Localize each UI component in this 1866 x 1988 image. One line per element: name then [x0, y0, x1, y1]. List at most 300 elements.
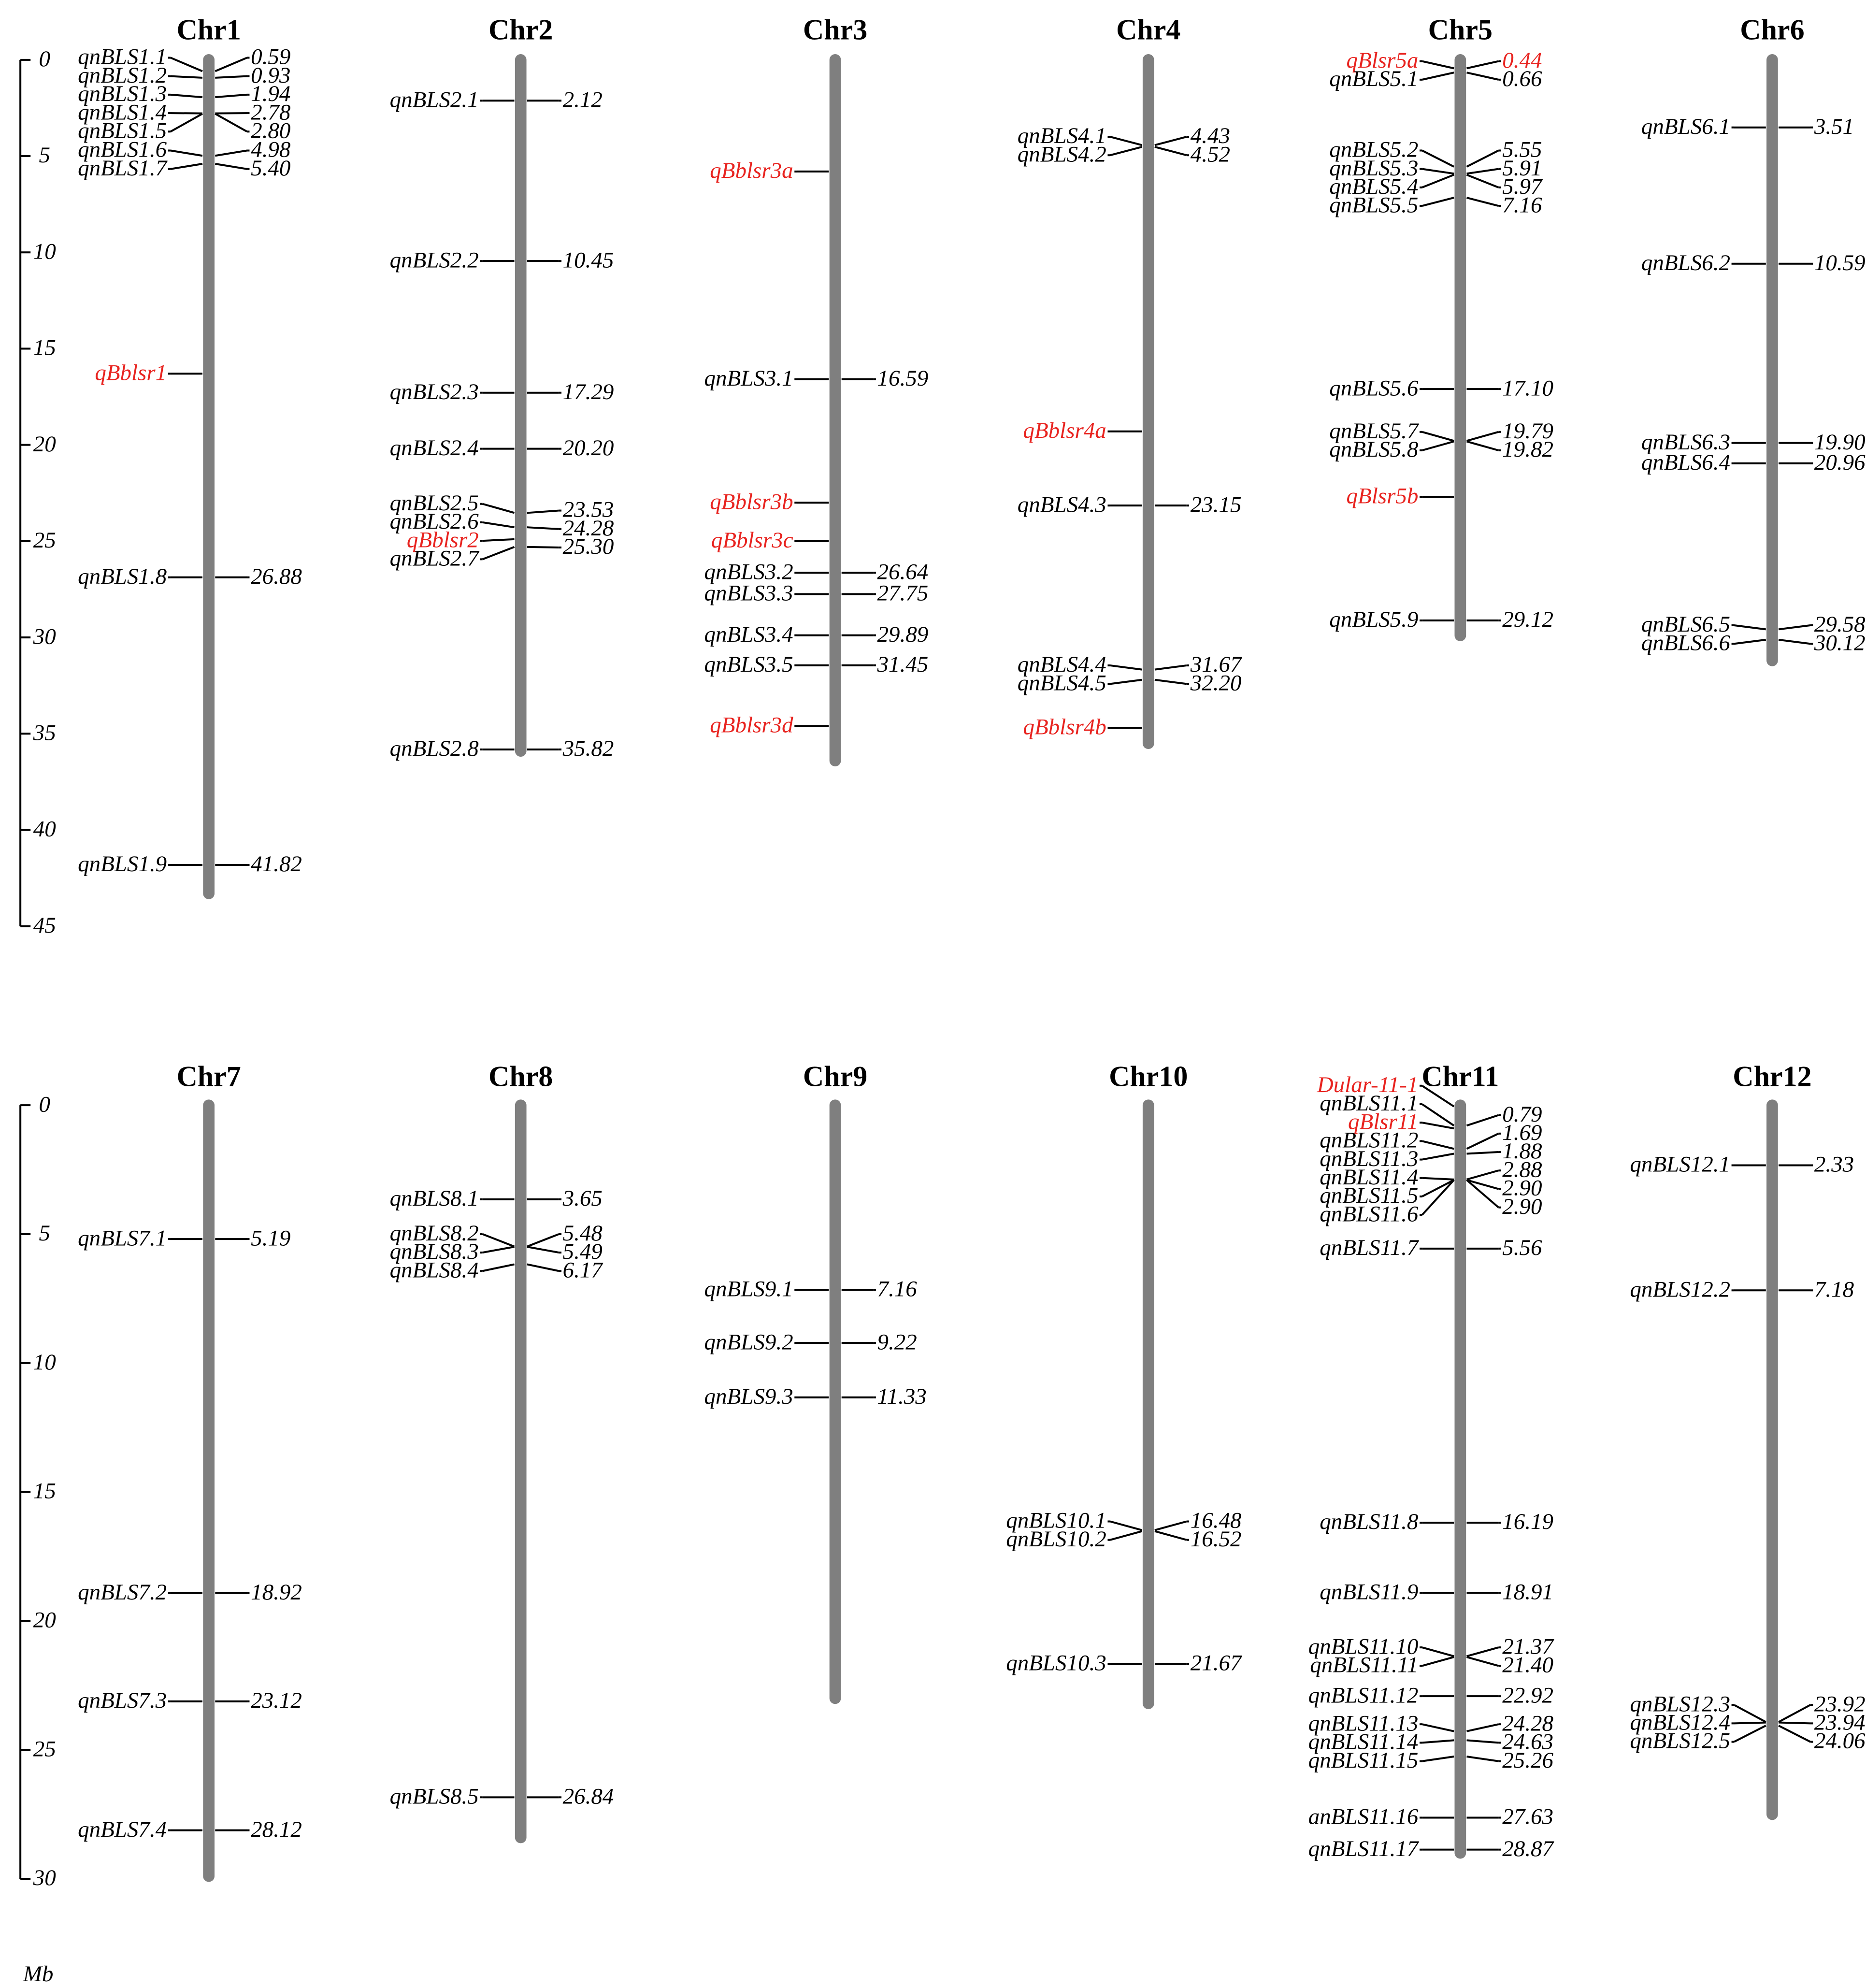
position-marker — [1779, 1152, 1854, 1177]
position-label: 2.12 — [562, 87, 603, 113]
gene-marker — [390, 435, 515, 461]
scale-tick-label: 25 — [33, 1736, 56, 1762]
position-label: 7.18 — [1814, 1277, 1854, 1302]
marker-label: qnBLS2.6 — [389, 509, 479, 534]
position-marker — [527, 379, 614, 404]
position-marker — [1467, 375, 1554, 401]
position-marker — [842, 366, 929, 391]
marker-label: qBblsr4b — [1023, 714, 1106, 740]
position-label: 0.44 — [1502, 47, 1542, 73]
marker-leader — [1110, 147, 1142, 155]
marker-label: qnBLS5.6 — [1329, 375, 1419, 401]
position-label: 17.10 — [1502, 375, 1554, 401]
gene-marker — [390, 736, 515, 761]
marker-label: qnBLS11.7 — [1320, 1235, 1419, 1261]
position-label: 26.64 — [877, 559, 929, 585]
position-label: 16.19 — [1502, 1509, 1554, 1535]
marker-label: qnBLS8.2 — [389, 1221, 479, 1246]
position-label: 21.40 — [1502, 1652, 1554, 1678]
marker-leader — [1422, 1180, 1454, 1196]
position-label: 0.93 — [251, 62, 291, 88]
position-label: 10.45 — [562, 247, 614, 273]
scale-tick-label: 25 — [33, 528, 56, 553]
position-marker — [1155, 142, 1230, 167]
position-marker — [1155, 1651, 1243, 1676]
marker-leader — [1422, 432, 1454, 441]
scale-tick-label: 0 — [39, 1092, 50, 1117]
marker-label: qnBLS11.11 — [1310, 1652, 1419, 1678]
chromosome-chr2 — [390, 14, 614, 761]
gene-marker — [704, 581, 829, 606]
marker-leader — [1734, 1705, 1766, 1722]
marker-label: qnBLS1.3 — [78, 81, 167, 107]
gene-marker — [704, 1329, 829, 1354]
marker-label: qnBLS2.1 — [389, 87, 479, 113]
position-label: 5.56 — [1502, 1235, 1542, 1261]
gene-marker — [390, 87, 515, 112]
marker-label: qnBLS1.5 — [78, 118, 167, 144]
marker-leader — [1422, 441, 1454, 450]
position-label: 17.29 — [562, 379, 614, 404]
marker-label: qnBLS4.2 — [1017, 142, 1106, 167]
position-marker — [527, 1784, 614, 1809]
position-marker — [1155, 1527, 1242, 1552]
marker-label: qnBLS11.8 — [1320, 1509, 1419, 1535]
marker-leader — [1422, 1104, 1454, 1125]
marker-label: qnBLS9.3 — [704, 1383, 793, 1409]
gene-marker — [78, 1688, 202, 1713]
position-leader — [1155, 147, 1187, 155]
chromosome-title: Chr5 — [1428, 14, 1493, 46]
position-marker — [842, 1384, 927, 1409]
position-marker — [1779, 250, 1866, 275]
marker-label: qnBLS5.4 — [1329, 174, 1419, 200]
gene-marker — [1641, 450, 1766, 475]
marker-label: qnBLS11.12 — [1308, 1683, 1419, 1708]
gene-marker — [1308, 1836, 1454, 1861]
position-label: 29.12 — [1502, 607, 1554, 633]
position-label: 5.19 — [251, 1225, 291, 1251]
chromosome-chr5 — [1329, 14, 1553, 635]
gene-marker — [1308, 1683, 1454, 1708]
position-label: 1.88 — [1502, 1138, 1542, 1164]
position-marker — [1467, 1748, 1554, 1773]
qtl-marker — [710, 158, 829, 183]
marker-leader — [1734, 640, 1766, 644]
chromosome-title: Chr9 — [803, 1060, 868, 1093]
position-label: 2.88 — [1502, 1157, 1542, 1182]
position-leader — [1467, 432, 1499, 441]
marker-label: qnBLS11.9 — [1320, 1579, 1419, 1605]
marker-leader — [171, 114, 202, 131]
marker-label: qnBLS8.5 — [389, 1784, 479, 1809]
gene-marker — [704, 1276, 829, 1301]
marker-label: qnBLS2.3 — [389, 379, 479, 404]
scale-tick-label: 0 — [39, 46, 50, 72]
chromosome-title: Chr11 — [1421, 1060, 1499, 1093]
position-label: 28.12 — [251, 1816, 302, 1842]
position-leader — [1467, 1757, 1499, 1761]
marker-label: qnBLS7.3 — [78, 1688, 167, 1714]
position-leader — [527, 511, 559, 513]
qtl-marker — [711, 528, 829, 553]
gene-marker — [390, 1257, 515, 1282]
gene-marker — [704, 622, 829, 647]
marker-label: qBblsr2 — [406, 527, 479, 553]
scale-tick-label: 10 — [33, 1349, 56, 1375]
gene-marker — [1329, 192, 1454, 217]
position-label: 24.28 — [562, 515, 614, 541]
scale-tick-label: 20 — [33, 1607, 56, 1633]
marker-leader — [1422, 1724, 1454, 1731]
position-leader — [1467, 61, 1499, 69]
marker-label: qnBLS11.2 — [1320, 1127, 1419, 1153]
position-label: 5.49 — [562, 1239, 603, 1265]
position-leader — [1467, 175, 1499, 187]
gene-marker — [1018, 670, 1142, 695]
marker-label: qnBLS10.1 — [1006, 1508, 1106, 1533]
marker-label: qnBLS6.1 — [1641, 114, 1730, 139]
position-marker — [215, 156, 290, 181]
position-marker — [1467, 1804, 1554, 1830]
marker-label: qnBLS5.3 — [1329, 155, 1419, 181]
marker-label: qnBLS2.7 — [389, 546, 479, 571]
marker-label: qnBLS1.9 — [78, 851, 167, 877]
marker-label: qnBLS11.6 — [1320, 1201, 1419, 1227]
position-label: 23.12 — [251, 1688, 302, 1714]
position-leader — [527, 1247, 559, 1253]
scale-tick-label: 15 — [33, 335, 56, 360]
marker-label: qnBLS3.2 — [704, 559, 793, 585]
chromosome-chr10 — [1006, 1061, 1243, 1703]
chromosome-title: Chr7 — [176, 1060, 241, 1093]
chromosome-chr9 — [704, 1061, 926, 1699]
marker-leader — [483, 547, 515, 560]
marker-leader — [483, 539, 515, 541]
scale-tick-label: 20 — [33, 431, 56, 457]
position-label: 32.20 — [1190, 670, 1242, 696]
position-marker — [842, 652, 929, 677]
position-label: 18.91 — [1502, 1579, 1554, 1605]
position-label: 22.92 — [1502, 1683, 1554, 1708]
gene-marker — [1641, 630, 1766, 655]
marker-leader — [1422, 1647, 1454, 1656]
position-label: 2.90 — [1502, 1175, 1542, 1201]
scale-tick-label: 40 — [33, 816, 56, 842]
position-label: 25.26 — [1502, 1747, 1554, 1773]
position-label: 23.92 — [1814, 1691, 1866, 1717]
marker-label: qnBLS3.1 — [704, 365, 793, 391]
marker-leader — [1734, 625, 1766, 629]
marker-label: qnBLS12.3 — [1630, 1691, 1730, 1717]
gene-marker — [1329, 607, 1454, 632]
gene-marker — [78, 1817, 202, 1842]
gene-marker — [78, 564, 202, 589]
gene-marker — [1308, 1804, 1454, 1830]
gene-marker — [704, 1384, 829, 1409]
position-leader — [1779, 625, 1810, 629]
marker-label: qnBLS11.14 — [1308, 1729, 1419, 1755]
marker-leader — [1422, 1153, 1454, 1159]
marker-label: qnBLS5.8 — [1329, 437, 1419, 462]
position-leader — [1779, 640, 1810, 644]
position-marker — [527, 1186, 603, 1211]
gene-marker — [390, 1784, 515, 1809]
position-leader — [215, 151, 247, 156]
marker-label: qnBLS12.4 — [1630, 1710, 1730, 1735]
marker-label: qnBLS3.4 — [704, 621, 793, 647]
chromosome-title: Chr2 — [488, 14, 553, 46]
marker-label: qnBLS5.2 — [1329, 137, 1419, 162]
position-leader — [1467, 198, 1499, 206]
position-label: 2.90 — [1502, 1194, 1542, 1219]
position-label: 30.12 — [1814, 630, 1866, 656]
position-label: 2.78 — [251, 100, 291, 125]
scale-tick-label: 10 — [33, 239, 56, 264]
position-leader — [1779, 1705, 1810, 1722]
marker-leader — [1422, 169, 1454, 174]
position-marker — [527, 534, 614, 559]
position-label: 11.33 — [877, 1383, 927, 1409]
marker-label: qnBLS10.3 — [1006, 1650, 1106, 1676]
position-label: 6.17 — [562, 1257, 603, 1283]
position-label: 21.37 — [1502, 1634, 1554, 1659]
marker-label: qnBLS6.2 — [1641, 250, 1730, 275]
chromosome-title: Chr6 — [1740, 14, 1805, 46]
position-leader — [215, 95, 247, 97]
gene-marker — [78, 851, 202, 877]
position-marker — [1467, 1579, 1554, 1604]
panel-2 — [20, 1061, 1866, 1890]
marker-label: qnBLS11.10 — [1308, 1634, 1419, 1659]
marker-label: qnBLS4.4 — [1017, 652, 1106, 677]
marker-label: qnBLS5.5 — [1329, 192, 1419, 218]
marker-leader — [1422, 1740, 1454, 1743]
position-leader — [1155, 1531, 1187, 1540]
position-leader — [1467, 72, 1499, 80]
chromosome-chr4 — [1018, 14, 1243, 744]
marker-label: qnBLS12.2 — [1630, 1277, 1730, 1302]
position-label: 5.97 — [1502, 174, 1542, 200]
position-marker — [842, 1329, 917, 1354]
marker-leader — [1110, 680, 1142, 684]
position-leader — [1467, 1170, 1499, 1180]
marker-label: qnBLS6.3 — [1641, 429, 1730, 455]
position-label: 19.90 — [1814, 429, 1866, 455]
position-leader — [527, 1234, 559, 1247]
gene-marker — [704, 652, 829, 677]
position-marker — [1779, 1277, 1854, 1302]
position-label: 27.75 — [877, 580, 929, 606]
marker-label: qnBLS7.1 — [78, 1225, 167, 1251]
position-label: 10.59 — [1814, 250, 1866, 275]
position-label: 3.65 — [562, 1186, 603, 1211]
gene-marker — [1018, 142, 1142, 167]
position-label: 18.92 — [251, 1579, 302, 1605]
marker-leader — [1422, 1178, 1454, 1180]
position-label: 29.58 — [1814, 612, 1866, 637]
marker-label: qBlsr11 — [1348, 1109, 1419, 1135]
gene-marker — [1329, 66, 1454, 91]
marker-label: qnBLS1.4 — [78, 100, 167, 125]
marker-label: qBlsr5b — [1346, 483, 1419, 509]
qtl-marker — [1023, 418, 1142, 443]
marker-leader — [1422, 1757, 1454, 1761]
position-marker — [1467, 437, 1554, 462]
marker-leader — [1110, 1531, 1142, 1540]
position-marker — [215, 1817, 302, 1842]
position-marker — [1467, 66, 1543, 91]
marker-leader — [1110, 665, 1142, 670]
gene-marker — [1018, 492, 1142, 517]
position-leader — [215, 113, 247, 114]
chromosome-title: Chr1 — [176, 14, 241, 46]
marker-label: qBblsr3a — [710, 158, 793, 184]
position-leader — [215, 114, 247, 131]
position-leader — [1467, 1724, 1499, 1731]
position-leader — [215, 58, 247, 71]
position-marker — [1467, 607, 1554, 632]
position-label: 7.16 — [877, 1276, 917, 1302]
marker-label: qnBLS2.4 — [389, 435, 479, 461]
position-label: 16.48 — [1190, 1508, 1242, 1533]
marker-label: qnBLS7.4 — [78, 1816, 167, 1842]
position-label: 2.33 — [1814, 1152, 1854, 1177]
marker-label: qnBLS6.6 — [1641, 630, 1730, 656]
marker-leader — [1422, 61, 1454, 69]
position-marker — [1155, 492, 1242, 517]
position-marker — [215, 564, 302, 589]
position-label: 28.87 — [1502, 1836, 1554, 1861]
marker-label: qnBLS11.13 — [1308, 1711, 1419, 1736]
chromosome-title: Chr3 — [803, 14, 868, 46]
position-leader — [1467, 169, 1499, 174]
position-label: 0.59 — [251, 44, 291, 70]
marker-label: Dular-11-1 — [1317, 1072, 1419, 1097]
qtl-marker — [710, 489, 829, 514]
marker-label: anBLS11.16 — [1308, 1804, 1419, 1830]
chromosome-title: Chr4 — [1116, 14, 1181, 46]
marker-label: qnBLS4.3 — [1017, 492, 1106, 518]
marker-label: qnBLS8.1 — [389, 1186, 479, 1211]
marker-leader — [483, 1264, 515, 1271]
marker-leader — [483, 1247, 515, 1253]
position-marker — [215, 851, 302, 877]
position-label: 23.94 — [1814, 1710, 1866, 1735]
marker-label: qnBLS11.15 — [1308, 1747, 1419, 1773]
position-label: 24.28 — [1502, 1711, 1554, 1736]
chromosome-chr12 — [1630, 1061, 1866, 1815]
position-label: 24.63 — [1502, 1729, 1554, 1755]
position-leader — [527, 1264, 559, 1271]
position-label: 1.69 — [1502, 1120, 1542, 1146]
gene-marker — [1641, 114, 1766, 139]
chromosome-chr11 — [1308, 1061, 1555, 1861]
position-leader — [215, 76, 247, 78]
position-marker — [527, 247, 614, 273]
position-marker — [1779, 450, 1866, 475]
gene-marker — [1630, 1277, 1766, 1302]
marker-label: qnBLS1.1 — [78, 44, 167, 70]
position-marker — [1779, 114, 1854, 139]
marker-label: qBlsr5a — [1346, 47, 1419, 73]
gene-marker — [1310, 1653, 1454, 1678]
marker-leader — [1110, 137, 1142, 145]
chromosome-chr7 — [78, 1061, 302, 1876]
marker-label: qnBLS5.9 — [1329, 607, 1419, 633]
gene-marker — [1320, 1579, 1454, 1604]
chromosome-chr3 — [704, 14, 928, 761]
marker-leader — [171, 58, 202, 71]
marker-leader — [1422, 1141, 1454, 1149]
position-marker — [842, 1276, 918, 1301]
marker-leader — [171, 95, 202, 97]
marker-leader — [483, 504, 515, 513]
marker-label: qBblsr1 — [95, 360, 167, 386]
position-label: 5.40 — [251, 155, 291, 181]
position-label: 29.89 — [877, 621, 929, 647]
scale-tick-label: 5 — [39, 143, 50, 168]
marker-leader — [1734, 1723, 1766, 1724]
marker-label: qnBLS9.2 — [704, 1329, 793, 1355]
gene-marker — [1006, 1651, 1142, 1676]
position-leader — [215, 164, 247, 169]
position-leader — [1779, 1726, 1810, 1742]
marker-label: qnBLS4.5 — [1017, 670, 1106, 696]
position-label: 5.91 — [1502, 155, 1542, 181]
gene-marker — [1630, 1152, 1766, 1177]
marker-label: qBblsr3b — [710, 489, 793, 515]
marker-label: qnBLS8.3 — [389, 1239, 479, 1265]
position-marker — [1467, 1235, 1543, 1260]
position-label: 23.15 — [1190, 492, 1242, 518]
chromosome-chr8 — [390, 1061, 614, 1838]
gene-marker — [1320, 1509, 1454, 1534]
marker-label: qnBLS2.5 — [389, 490, 479, 516]
position-label: 0.79 — [1502, 1101, 1542, 1127]
scale-tick-label: 30 — [33, 624, 56, 649]
position-marker — [527, 87, 603, 112]
gene-marker — [78, 1580, 202, 1605]
position-label: 4.98 — [251, 137, 291, 162]
position-label: 26.88 — [251, 563, 302, 589]
chromosome-chr1 — [78, 14, 302, 893]
marker-label: qnBLS6.5 — [1641, 612, 1730, 637]
marker-label: qnBLS11.1 — [1320, 1091, 1419, 1116]
position-marker — [215, 1580, 302, 1605]
marker-leader — [483, 522, 515, 527]
marker-label: qBblsr4a — [1023, 418, 1106, 443]
marker-label: qnBLS1.6 — [78, 137, 167, 162]
position-label: 16.52 — [1190, 1526, 1242, 1552]
position-label: 5.55 — [1502, 137, 1542, 162]
marker-label: qnBLS4.1 — [1017, 123, 1106, 149]
scale-tick-label: 5 — [39, 1221, 50, 1246]
qtl-marker — [1023, 715, 1142, 740]
position-label: 4.52 — [1190, 142, 1230, 167]
position-marker — [215, 1225, 290, 1251]
gene-marker — [1630, 1726, 1766, 1754]
position-label: 19.79 — [1502, 418, 1554, 444]
position-marker — [1155, 670, 1242, 695]
marker-label: qBblsr3d — [710, 712, 793, 738]
marker-leader — [1422, 1657, 1454, 1666]
gene-marker — [1329, 375, 1454, 401]
marker-label: qBblsr3c — [711, 528, 793, 553]
marker-leader — [1422, 175, 1454, 187]
marker-label: qnBLS1.2 — [78, 62, 167, 88]
marker-label: qnBLS5.7 — [1329, 418, 1419, 444]
